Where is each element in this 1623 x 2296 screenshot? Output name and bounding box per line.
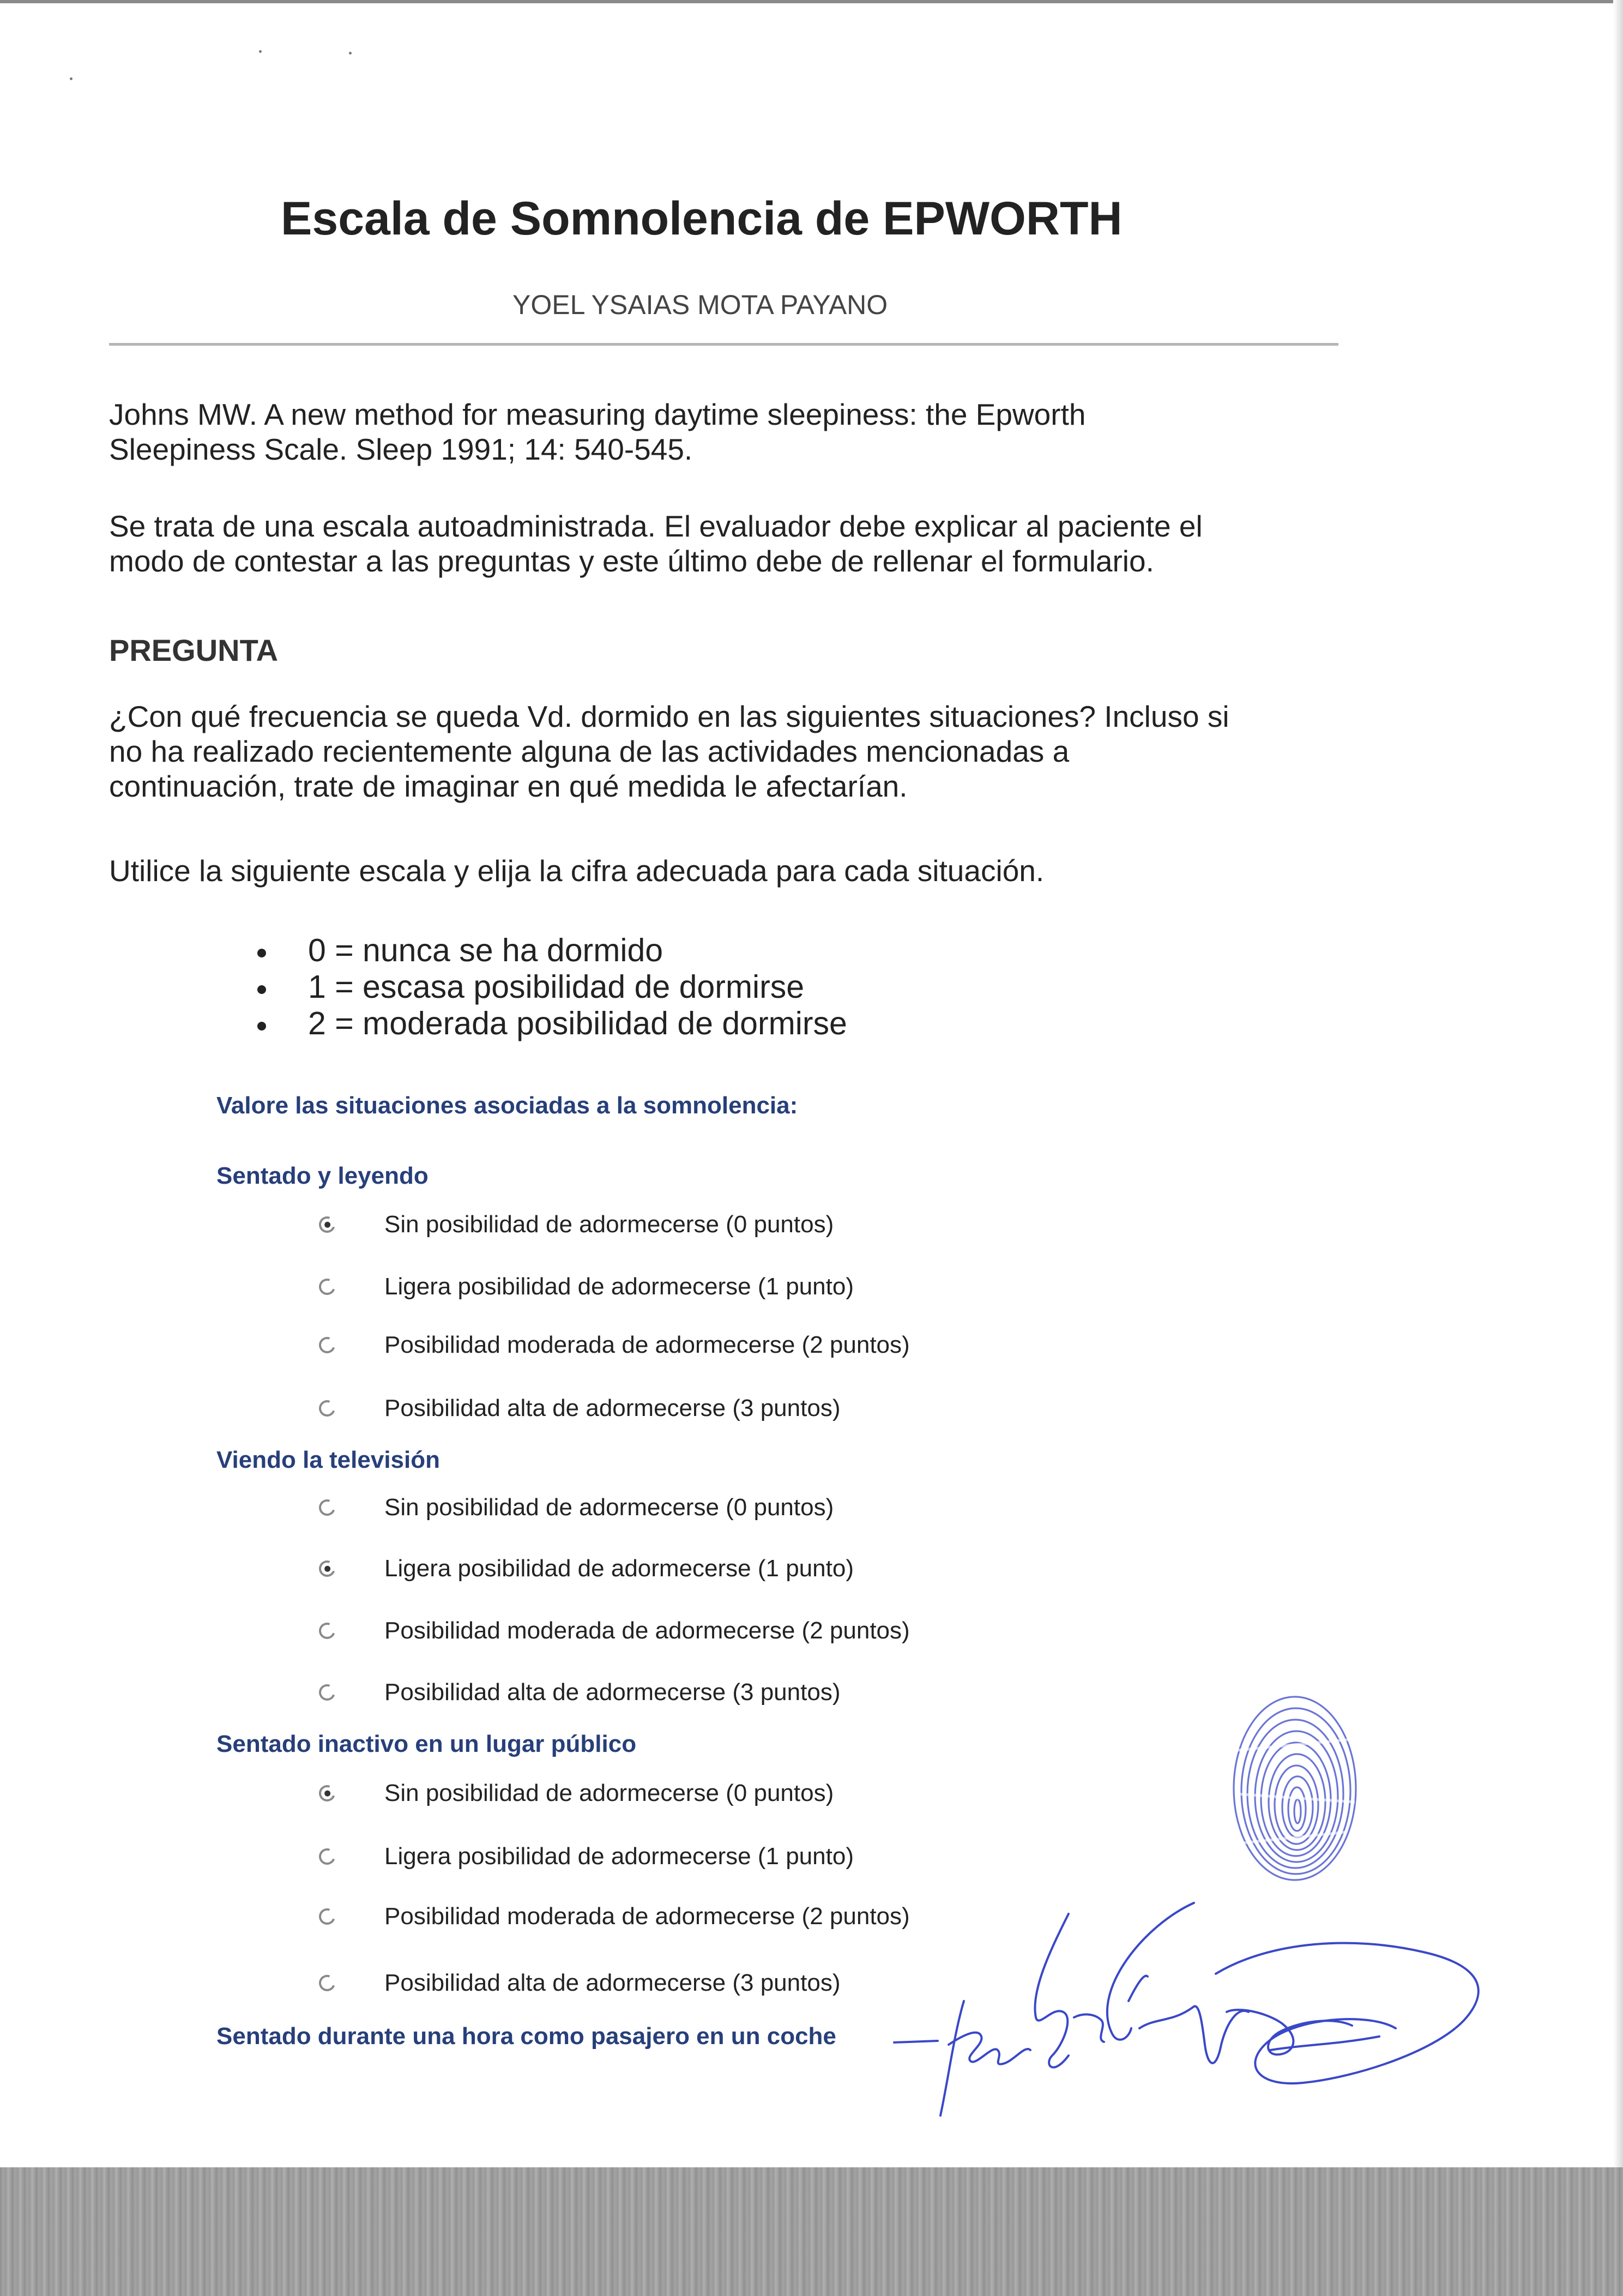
option-row[interactable]	[319, 1900, 910, 1933]
reference-line: Sleepiness Scale. Sleep 1991; 14: 540-545.	[109, 432, 693, 466]
section-title-sentado-leyendo: Sentado y leyendo	[216, 1162, 429, 1189]
question-heading: PREGUNTA	[109, 633, 279, 667]
scale-item: 0 = nunca se ha dormido	[251, 932, 847, 969]
radio-checked-icon[interactable]	[316, 1782, 338, 1804]
radio-unchecked-icon[interactable]	[316, 1682, 338, 1703]
scan-speck	[259, 50, 262, 53]
option-row[interactable]	[319, 1270, 854, 1303]
question-line: ¿Con qué frecuencia se queda Vd. dormido en las siguientes situaciones? Incluso si	[109, 700, 1229, 733]
scale-list	[251, 932, 847, 1042]
section-title-pasajero-coche: Sentado durante una hora como pasajero en un coche	[216, 2023, 836, 2050]
scale-item: 1 = escasa posibilidad de dormirse	[251, 969, 847, 1005]
radio-unchecked-icon[interactable]	[316, 1972, 338, 1994]
fingerprint-icon	[1227, 1685, 1363, 1887]
option-label: Posibilidad alta de adormecerse (3 puntos)	[384, 1679, 841, 1706]
scan-bottom-edge	[0, 2167, 1623, 2296]
option-label: Posibilidad alta de adormecerse (3 puntos)	[384, 1969, 841, 1996]
option-label: Ligera posibilidad de adormecerse (1 punto)	[384, 1555, 854, 1582]
option-row[interactable]	[319, 1392, 840, 1425]
option-row[interactable]	[319, 1777, 834, 1810]
intro-line: modo de contestar a las preguntas y este último debe de rellenar el formulario.	[109, 544, 1154, 578]
form-heading: Valore las situaciones asociadas a la somnolencia:	[216, 1092, 798, 1119]
option-row[interactable]	[319, 1967, 840, 1999]
scan-right-edge	[1613, 0, 1623, 2296]
option-row[interactable]	[319, 1614, 910, 1647]
option-label: Sin posibilidad de adormecerse (0 puntos)	[384, 1494, 834, 1521]
radio-unchecked-icon[interactable]	[316, 1846, 338, 1867]
reference-paragraph	[109, 397, 1363, 467]
option-row[interactable]	[319, 1208, 834, 1241]
header-divider	[109, 343, 1338, 346]
option-label: Sin posibilidad de adormecerse (0 puntos)	[384, 1780, 834, 1806]
option-label: Posibilidad alta de adormecerse (3 puntos)	[384, 1395, 841, 1421]
intro-paragraph	[109, 509, 1363, 578]
radio-unchecked-icon[interactable]	[316, 1334, 338, 1356]
scan-speck	[70, 77, 73, 80]
option-label: Posibilidad moderada de adormecerse (2 puntos)	[384, 1617, 910, 1644]
intro-line: Se trata de una escala autoadministrada. El evaluador debe explicar al paciente el	[109, 509, 1203, 543]
document-title: Escala de Somnolencia de EPWORTH	[281, 192, 1123, 245]
section-title-lugar-publico: Sentado inactivo en un lugar público	[216, 1731, 637, 1757]
option-row[interactable]	[319, 1552, 854, 1585]
reference-line: Johns MW. A new method for measuring daytime sleepiness: the Epworth	[109, 397, 1086, 431]
option-row[interactable]	[319, 1840, 854, 1873]
option-label: Posibilidad moderada de adormecerse (2 puntos)	[384, 1331, 910, 1358]
option-label: Ligera posibilidad de adormecerse (1 punto)	[384, 1843, 854, 1870]
section-title-television: Viendo la televisión	[216, 1447, 440, 1473]
radio-unchecked-icon[interactable]	[316, 1497, 338, 1518]
scale-instruction: Utilice la siguiente escala y elija la cifra adecuada para cada situación.	[109, 854, 1045, 888]
scale-item: 2 = moderada posibilidad de dormirse	[251, 1005, 847, 1042]
radio-checked-icon[interactable]	[316, 1214, 338, 1236]
scan-speck	[349, 52, 352, 55]
patient-name: YOEL YSAIAS MOTA PAYANO	[512, 290, 888, 320]
radio-unchecked-icon[interactable]	[316, 1397, 338, 1419]
question-line: no ha realizado recientemente alguna de las actividades mencionadas a	[109, 734, 1070, 768]
radio-unchecked-icon[interactable]	[316, 1620, 338, 1642]
option-row[interactable]	[319, 1329, 910, 1361]
signature-icon	[889, 1881, 1505, 2121]
option-row[interactable]	[319, 1491, 834, 1524]
scan-top-edge	[0, 0, 1623, 3]
radio-checked-icon[interactable]	[316, 1558, 338, 1580]
option-label: Sin posibilidad de adormecerse (0 puntos)	[384, 1211, 834, 1238]
radio-unchecked-icon[interactable]	[316, 1276, 338, 1298]
option-row[interactable]	[319, 1676, 840, 1709]
question-line: continuación, trate de imaginar en qué medida le afectarían.	[109, 769, 908, 803]
option-label: Posibilidad moderada de adormecerse (2 puntos)	[384, 1903, 910, 1930]
radio-unchecked-icon[interactable]	[316, 1906, 338, 1927]
question-paragraph	[109, 699, 1363, 804]
option-label: Ligera posibilidad de adormecerse (1 punto)	[384, 1273, 854, 1300]
